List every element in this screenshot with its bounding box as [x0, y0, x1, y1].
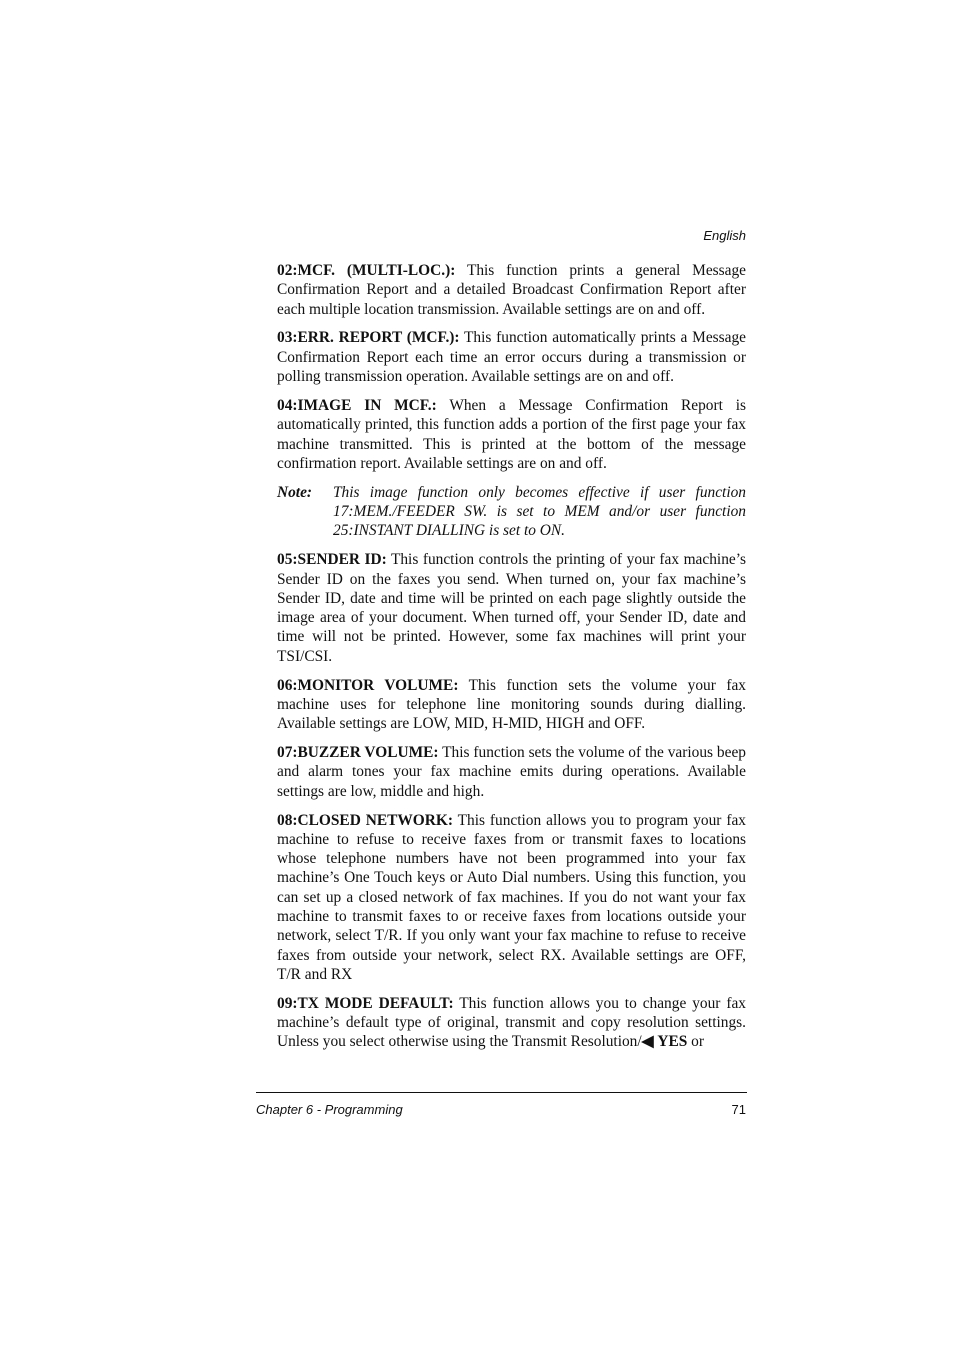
- term-mcf-multi-loc: 02:MCF. (MULTI-LOC.):: [277, 262, 456, 279]
- footer-divider: [256, 1092, 747, 1093]
- term-sender-id: 05:SENDER ID:: [277, 551, 387, 569]
- text-tx-mode-default: This function allows you to change your fax machine’s default type of original, transmit and copy resolution settings. Unless you select otherwise using the Transmit Resolution/: [277, 994, 746, 1051]
- term-monitor-volume: 06:MONITOR VOLUME:: [277, 676, 459, 694]
- paragraph-err-report: [277, 328, 746, 386]
- paragraph-tx-mode-default: [277, 994, 746, 1052]
- term-closed-network: 08:CLOSED NETWORK:: [277, 811, 453, 829]
- term-buzzer-volume: 07:BUZZER VOLUME:: [277, 744, 439, 762]
- header-language: English: [703, 228, 746, 243]
- text-sender-id: This function controls the printing of your fax machine’s Sender ID on the faxes you send. When turned on, your fax machine’s Sender ID, date and time will be printed on each page slightly outside the image area of your document. When turned off, your Sender ID, date and time will not be printed. However, some fax machines will print your TSI/CSI.: [277, 551, 746, 665]
- paragraph-closed-network: [277, 811, 746, 985]
- paragraph-monitor-volume: [277, 676, 746, 734]
- text-closed-network: This function allows you to program your fax machine to refuse to receive faxes from or transmit faxes to locations whose telephone numbers have not been programmed into your fax machine’s One Touch keys or Auto Dial numbers. Using this function, you can set up a closed network of fax machines. If you do not want your fax machine to transmit faxes to or receive faxes from locations outside your network, select T/R. If you only want your fax machine to refuse to receive faxes from outside your network, select RX. Available settings are OFF, T/R and RX: [277, 811, 746, 983]
- left-arrow-key-icon: ◀: [641, 1033, 654, 1051]
- paragraph-image-in-mcf: [277, 396, 746, 473]
- paragraph-mcf-multi-loc: [277, 261, 746, 319]
- footer-page-number: 71: [731, 1102, 746, 1117]
- text-tx-mode-tail: or: [691, 1033, 704, 1051]
- term-err-report: 03:ERR. REPORT (MCF.):: [277, 329, 460, 347]
- term-image-in-mcf: 04:IMAGE IN MCF.:: [277, 396, 437, 414]
- text-monitor-volume: This function sets the volume your fax machine uses for telephone line monitoring sounds during dialling. Available settings are LOW, MID, H-MID, HIGH and OFF.: [277, 676, 746, 733]
- paragraph-sender-id: [277, 550, 746, 666]
- yes-key-label: YES: [657, 1033, 688, 1051]
- note-label: Note:: [277, 483, 313, 501]
- page-body: [277, 261, 746, 1061]
- term-tx-mode-default: 09:TX MODE DEFAULT:: [277, 994, 454, 1012]
- paragraph-buzzer-volume: [277, 743, 746, 801]
- text-image-in-mcf: When a Message Confirmation Report is automatically printed, this function adds a portion of the first page your fax machine transmitted. This is printed at the bottom of the message confirmation report. Available settings are on and off.: [277, 396, 746, 472]
- footer-chapter: Chapter 6 - Programming: [256, 1102, 403, 1117]
- note-text: This image function only becomes effective if user function 17:MEM./FEEDER SW. is set to MEM and/or user function 25:INSTANT DIALLING is set to ON.: [333, 483, 746, 540]
- text-err-report: This function automatically prints a Message Confirmation Report each time an error occurs during a transmission or polling transmission operation. Available settings are on and off.: [277, 329, 746, 386]
- note-block: [277, 483, 746, 541]
- text-mcf-multi-loc: This function prints a general Message Confirmation Report and a detailed Broadcast Confirmation Report after each multiple location transmission. Available settings are on and off.: [277, 262, 746, 318]
- text-buzzer-volume: This function sets the volume of the various beep and alarm tones your fax machine emits during operations. Available settings are low, middle and high.: [277, 744, 746, 800]
